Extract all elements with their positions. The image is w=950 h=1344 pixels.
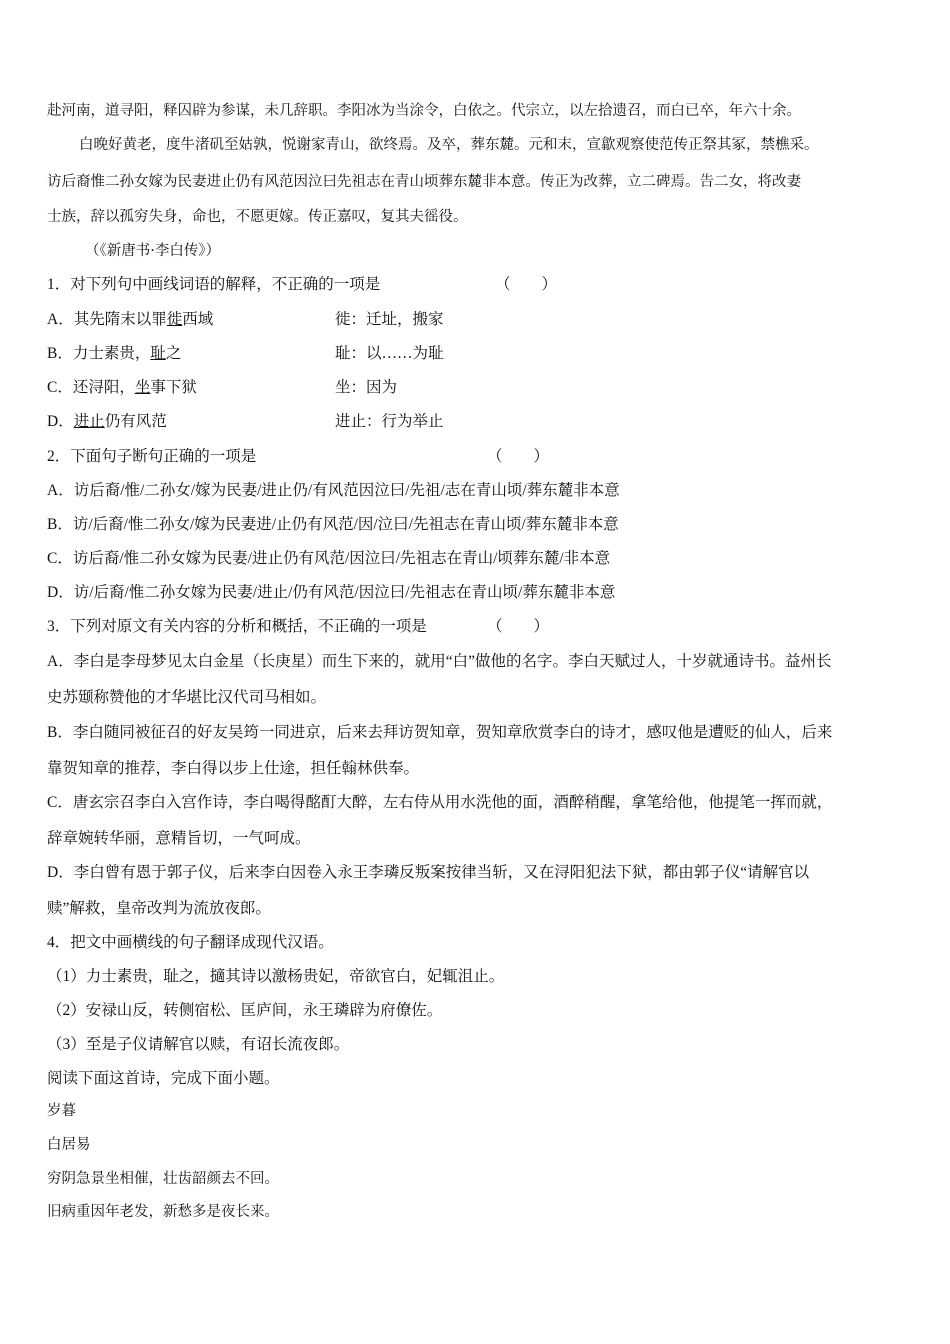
q1-a-post: 西域 [182, 311, 214, 328]
q1-d-post: 仍有风范 [104, 413, 167, 430]
q3-option-a-line-2: 史苏颋称赞他的才华堪比汉代司马相如。 [47, 689, 327, 706]
q1-b-post: 之 [165, 345, 182, 362]
passage-source: （《新唐书·李白传》） [85, 243, 221, 259]
q3-option-b-line-2: 靠贺知章的推荐，李白得以步上仕途，担任翰林供奉。 [47, 760, 420, 777]
q1-c-post: 事下狱 [150, 379, 197, 396]
q1-option-b-explanation: 耻：以……为耻 [335, 345, 444, 362]
q1-option-a-explanation: 徙：迁址，搬家 [335, 311, 444, 328]
q3-option-b-line-1: B．李白随同被征召的好友吴筠一同进京，后来去拜访贺知章，贺知章欣赏李白的诗才，感叹他是遭贬的仙人，后来 [47, 724, 833, 741]
q2-option-d: D．访/后裔/惟二孙女嫁为民妻/进止/仍有风范/因泣曰/先祖志在青山顷/葬东麓非本意 [47, 584, 616, 601]
q3-stem-text: 3．下列对原文有关内容的分析和概括，不正确的一项是 [47, 618, 427, 635]
q3-stem [47, 616, 550, 638]
q3-option-c-line-1: C．唐玄宗召李白入宫作诗，李白喝得酩酊大醉，左右侍从用水洗他的面，酒醉稍醒，拿笔给他，他提笔一挥而就， [47, 794, 833, 811]
passage-line-4: 士族，辞以孤穷失身，命也，不愿更嫁。传正嘉叹，复其夫徭役。 [47, 209, 468, 225]
q1-option-b [47, 343, 181, 365]
q1-d-pre: D． [47, 413, 74, 430]
poem-title: 岁暮 [47, 1103, 76, 1119]
q1-option-d-explanation: 进止：行为举止 [335, 413, 444, 430]
q4-sentence-2: （2）安禄山反，转侧宿松、匡庐间，永王璘辟为府僚佐。 [47, 1002, 443, 1019]
q2-option-c: C．访后裔/惟二孙女嫁为民妻/进止仍有风范/因泣曰/先祖志在青山/顷葬东麓/非本意 [47, 550, 611, 567]
q2-answer-blank: （ ） [487, 448, 550, 465]
poem-line-1: 穷阴急景坐相催，壮齿韶颜去不回。 [47, 1171, 279, 1187]
q3-option-a-line-1: A．李白是李母梦见太白金星（长庚星）而生下来的，就用“白”做他的名字。李白天赋过人，十岁就通诗书。益州长 [47, 653, 832, 670]
q1-a-underlined: 徙 [166, 311, 183, 328]
q1-c-pre: C．还浔阳， [47, 379, 135, 396]
q3-option-d-line-1: D．李白曾有恩于郭子仪，后来李白因卷入永王李璘反叛案按律当斩，又在浔阳犯法下狱，都由郭子仪“请解官以 [47, 864, 810, 881]
q1-option-a [47, 309, 213, 331]
q4-stem: 4．把文中画横线的句子翻译成现代汉语。 [47, 934, 334, 951]
passage-line-1: 赴河南，道寻阳，释囚辟为参谋，未几辞职。李阳冰为当涂令，白依之。代宗立，以左拾遗召，而白已卒，年六十余。 [47, 103, 801, 119]
passage-line-3: 访后裔惟二孙女嫁为民妻进止仍有风范因泣曰先祖志在青山顷葬东麓非本意。传正为改葬，立二碑焉。告二女，将改妻 [47, 174, 801, 190]
q1-stem [47, 274, 558, 296]
q1-answer-blank: （ ） [495, 276, 558, 293]
q1-b-underlined: 耻 [150, 345, 166, 362]
poem-intro: 阅读下面这首诗，完成下面小题。 [47, 1070, 280, 1087]
q1-c-underlined: 坐 [134, 379, 151, 396]
q1-option-d [47, 411, 167, 433]
q1-d-underlined: 进止 [73, 413, 105, 430]
q1-b-pre: B．力士素贵， [47, 345, 151, 362]
q1-stem-text: 1．对下列句中画线词语的解释，不正确的一项是 [47, 276, 381, 293]
q4-sentence-3: （3）至是子仪请解官以赎，有诏长流夜郎。 [47, 1036, 350, 1053]
q3-option-c-line-2: 辞章婉转华丽，意精旨切，一气呵成。 [47, 830, 311, 847]
q2-option-b: B．访/后裔/惟二孙女/嫁为民妻进/止仍有风范/因/泣曰/先祖志在青山顷/葬东麓非本意 [47, 516, 619, 533]
q4-sentence-1: （1）力士素贵，耻之，擿其诗以激杨贵妃，帝欲官白，妃辄沮止。 [47, 968, 505, 985]
poem-line-2: 旧病重因年老发，新愁多是夜长来。 [47, 1204, 279, 1220]
q1-option-c [47, 377, 197, 399]
passage-line-2: 白晚好黄老，度牛渚矶至姑孰，悦谢家青山，欲终焉。及卒，葬东麓。元和末，宣歙观察使范传正祭其冢，禁樵采。 [79, 137, 819, 153]
q3-answer-blank: （ ） [487, 618, 550, 635]
poem-author: 白居易 [47, 1137, 91, 1153]
q2-stem [47, 446, 550, 468]
q1-a-pre: A．其先隋末以罪 [47, 311, 167, 328]
q2-stem-text: 2．下面句子断句正确的一项是 [47, 448, 257, 465]
q2-option-a: A．访后裔/惟/二孙女/嫁为民妻/进止仍/有风范因泣曰/先祖/志在青山顷/葬东麓非本意 [47, 482, 620, 499]
q1-option-c-explanation: 坐：因为 [335, 379, 398, 396]
q3-option-d-line-2: 赎”解救，皇帝改判为流放夜郎。 [47, 900, 271, 917]
